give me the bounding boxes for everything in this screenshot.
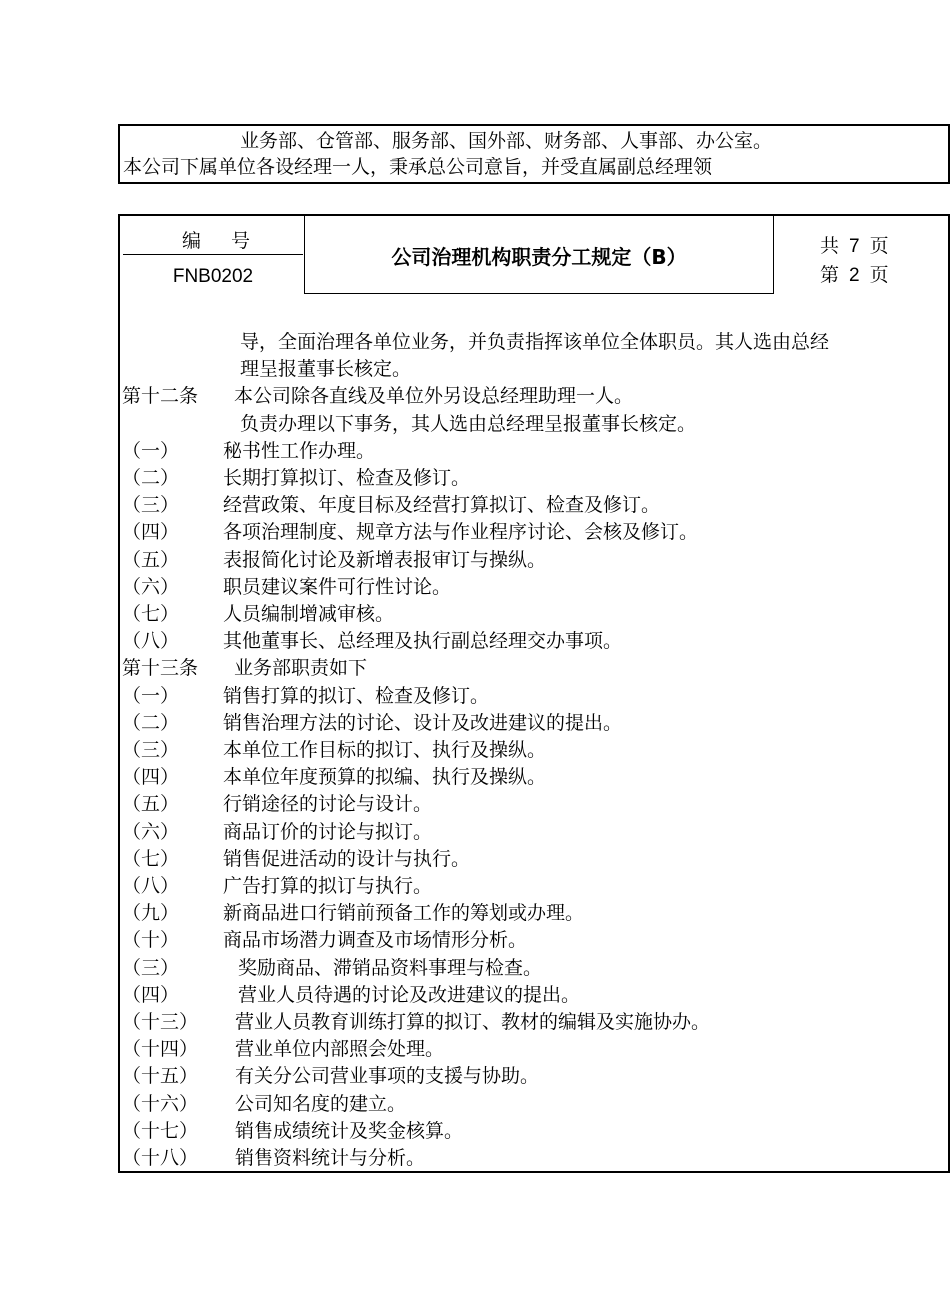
clause-text: 销售治理方法的讨论、设计及改进建议的提出。 [223, 711, 623, 734]
clause-text: 商品市场潜力调查及市场情形分析。 [223, 929, 528, 952]
clause-text: 导，全面治理各单位业务，并负责指挥该单位全体职员。其人选由总经 [240, 331, 830, 353]
clause-number: （五） [122, 548, 180, 571]
current-page-number: 2 [849, 265, 860, 286]
clause-text: 长期打算拟订、检查及修订。 [223, 467, 471, 489]
clause-number: （八） [122, 875, 180, 897]
clause-number: （一） [122, 439, 180, 462]
clause-text: 表报简化讨论及新增表报审订与操纵。 [223, 548, 547, 571]
clause-text: 营业人员教育训练打算的拟订、教材的编辑及实施协办。 [235, 1011, 711, 1033]
clause-text: 理呈报董事长核定。 [240, 358, 412, 381]
clause-number: （六） [122, 820, 180, 843]
clause-number: （十八） [122, 1147, 199, 1169]
clause-number: （七） [122, 603, 180, 625]
clause-number: （五） [122, 793, 180, 816]
clause-text: 行销途径的讨论与设计。 [223, 793, 433, 816]
clause-text: 新商品进口行销前预备工作的筹划或办理。 [223, 902, 585, 925]
clause-text: 奖励商品、滞销品资料事理与检查。 [238, 956, 543, 979]
clause-number: （四） [122, 983, 180, 1006]
clause-text: 本单位年度预算的拟编、执行及操纵。 [223, 766, 547, 789]
current-page: 第 2 页 [820, 264, 889, 286]
clause-number: （四） [122, 521, 180, 544]
clause-number: （三） [122, 494, 180, 517]
clause-text: 销售资料统计与分析。 [235, 1147, 426, 1169]
clause-number: （三） [122, 956, 180, 979]
clause-text: 营业单位内部照会处理。 [235, 1038, 445, 1061]
clause-text: 销售成绩统计及奖金核算。 [235, 1119, 464, 1142]
clause-text: 营业人员待遇的讨论及改进建议的提出。 [238, 983, 581, 1006]
clause-number: （十三） [122, 1011, 199, 1033]
clause-number: （一） [122, 684, 180, 707]
clause-number: （十七） [122, 1119, 199, 1142]
clause-number: （十六） [122, 1092, 199, 1115]
code-divider [123, 254, 303, 255]
clause-text: 本公司除各直线及单位外另设总经理助理一人。 [234, 385, 634, 408]
clause-number: （十五） [122, 1065, 199, 1088]
document-page [118, 214, 950, 1173]
clause-text: 广告打算的拟订与执行。 [223, 875, 433, 897]
clause-number: （七） [122, 847, 180, 870]
clause-number: （六） [122, 575, 180, 598]
clause-text: 经营政策、年度目标及经营打算拟订、检查及修订。 [223, 494, 661, 517]
clause-number: （四） [122, 766, 180, 789]
clause-text: 秘书性工作办理。 [223, 439, 376, 462]
total-pages: 共 7 页 [820, 235, 889, 257]
clause-number: 第十二条 [122, 385, 199, 408]
clause-text: 有关分公司营业事项的支援与协助。 [235, 1065, 540, 1088]
document-title: 公司治理机构职责分工规定（B） [391, 245, 687, 269]
clause-text: 职员建议案件可行性讨论。 [223, 575, 452, 598]
code-label: 编 号 [181, 230, 263, 252]
previous-page-tail [118, 124, 950, 184]
clause-number: （十四） [122, 1038, 199, 1061]
manager-rule-line: 本公司下属单位各设经理一人，秉承总公司意旨，并受直属副总经理领 [123, 156, 713, 178]
clause-text: 销售打算的拟订、检查及修订。 [223, 684, 490, 707]
clause-number: （二） [122, 711, 180, 734]
clause-text: 各项治理制度、规章方法与作业程序讨论、会核及修订。 [223, 521, 699, 544]
title-box [304, 214, 774, 294]
clause-number: （八） [122, 630, 180, 653]
document-code: FNB0202 [172, 266, 254, 287]
clause-number: （三） [122, 739, 180, 761]
clause-number: 第十三条 [122, 657, 199, 680]
clause-text: 本单位工作目标的拟订、执行及操纵。 [223, 739, 547, 761]
clause-text: 其他董事长、总经理及执行副总经理交办事项。 [223, 630, 623, 653]
total-pages-number: 7 [849, 236, 860, 257]
clause-text: 商品订价的讨论与拟订。 [223, 820, 433, 843]
clause-text: 业务部职责如下 [234, 657, 368, 680]
clause-text: 销售促进活动的设计与执行。 [223, 847, 471, 870]
clause-number: （九） [122, 902, 180, 925]
clause-number: （十） [122, 929, 180, 952]
clause-text: 负责办理以下事务，其人选由总经理呈报董事长核定。 [240, 412, 697, 435]
department-list-line: 业务部、仓管部、服务部、国外部、财务部、人事部、办公室。 [240, 130, 773, 152]
clause-number: （二） [122, 467, 180, 489]
clause-text: 人员编制增减审核。 [223, 603, 395, 625]
clause-text: 公司知名度的建立。 [235, 1092, 407, 1115]
